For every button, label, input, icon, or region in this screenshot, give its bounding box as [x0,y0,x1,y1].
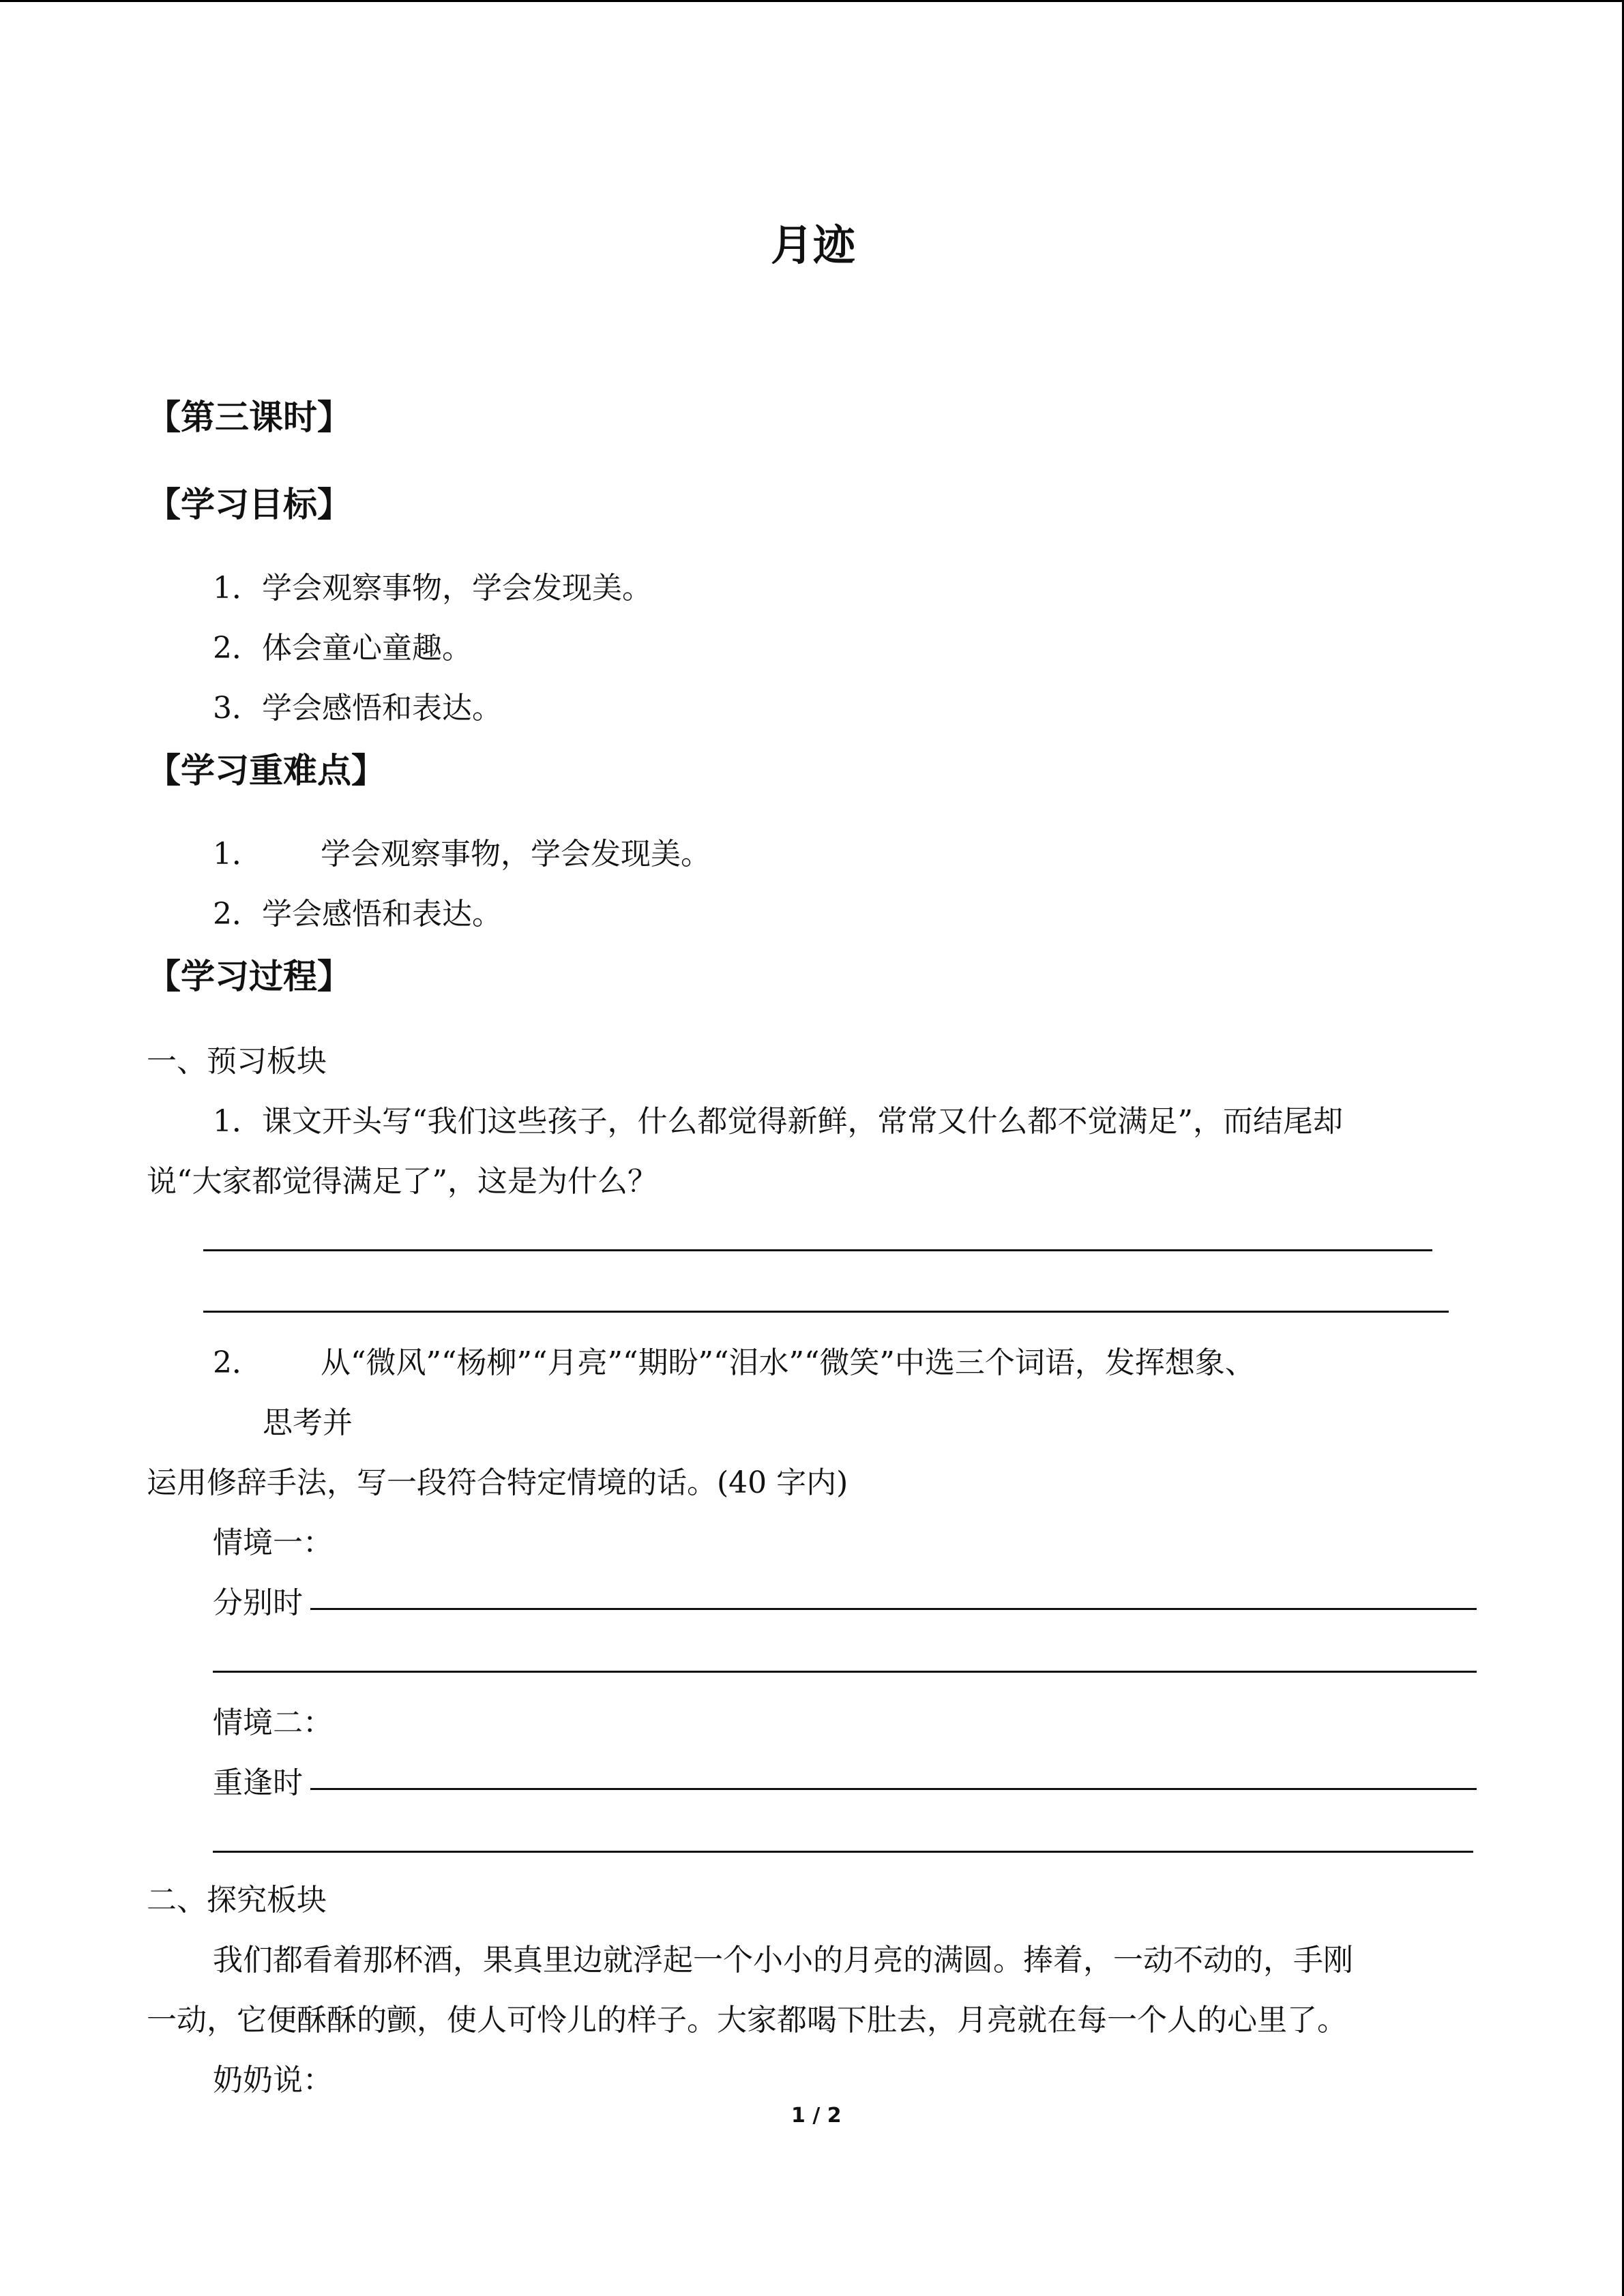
scene2-prompt: 重逢时 [213,1765,303,1800]
grandma-says: 奶奶说： [213,2063,333,2098]
part1-title: 一、预习板块 [147,1044,327,1079]
answer-line [213,1671,1477,1673]
scene1-label: 情境一： [213,1525,333,1560]
question1-line1: 1．课文开头写“我们这些孩子，什么都觉得新鲜，常常又什么都不觉满足”，而结尾却 [213,1104,1343,1139]
question2-line1: 从“微风”“杨柳”“月亮”“期盼”“泪水”“微笑”中选三个词语，发挥想象、 [321,1345,1255,1380]
keypoint-item: 2．学会感悟和表达。 [213,897,502,931]
passage-line2: 一动，它便酥酥的颤，使人可怜儿的样子。大家都喝下肚去，月亮就在每一个人的心里了。 [147,2003,1347,2038]
question2-line2: 思考并 [263,1405,353,1440]
objective-item: 2．体会童心童趣。 [213,631,472,666]
question1-line2: 说“大家都觉得满足了”，这是为什么？ [147,1164,658,1199]
passage-line1: 我们都看着那杯酒，果真里边就浮起一个小小的月亮的满圆。捧着，一动不动的，手刚 [213,1943,1353,1978]
answer-line [213,1851,1473,1853]
lesson-header: 【第三课时】 [147,398,351,437]
objective-item: 3．学会感悟和表达。 [213,691,502,726]
part2-title: 二、探究板块 [147,1883,327,1918]
page-title: 月迹 [771,220,856,270]
answer-line [310,1608,1477,1610]
keypoints-header: 【学习重难点】 [147,751,385,790]
question2-number: 2． [213,1345,262,1380]
objectives-header: 【学习目标】 [147,485,351,524]
scene1-prompt: 分别时 [213,1585,303,1620]
scene2-label: 情境二： [213,1705,333,1740]
answer-line [310,1788,1477,1790]
question2-line3: 运用修辞手法，写一段符合特定情境的话。(40 字内) [147,1465,848,1500]
answer-line [203,1311,1449,1313]
keypoint-item: 学会观察事物，学会发现美。 [321,837,711,871]
process-header: 【学习过程】 [147,957,351,996]
objective-item: 1．学会观察事物，学会发现美。 [213,571,652,606]
answer-line [203,1249,1432,1251]
keypoint-number: 1． [213,837,262,871]
page-number: 1 / 2 [791,2104,842,2128]
